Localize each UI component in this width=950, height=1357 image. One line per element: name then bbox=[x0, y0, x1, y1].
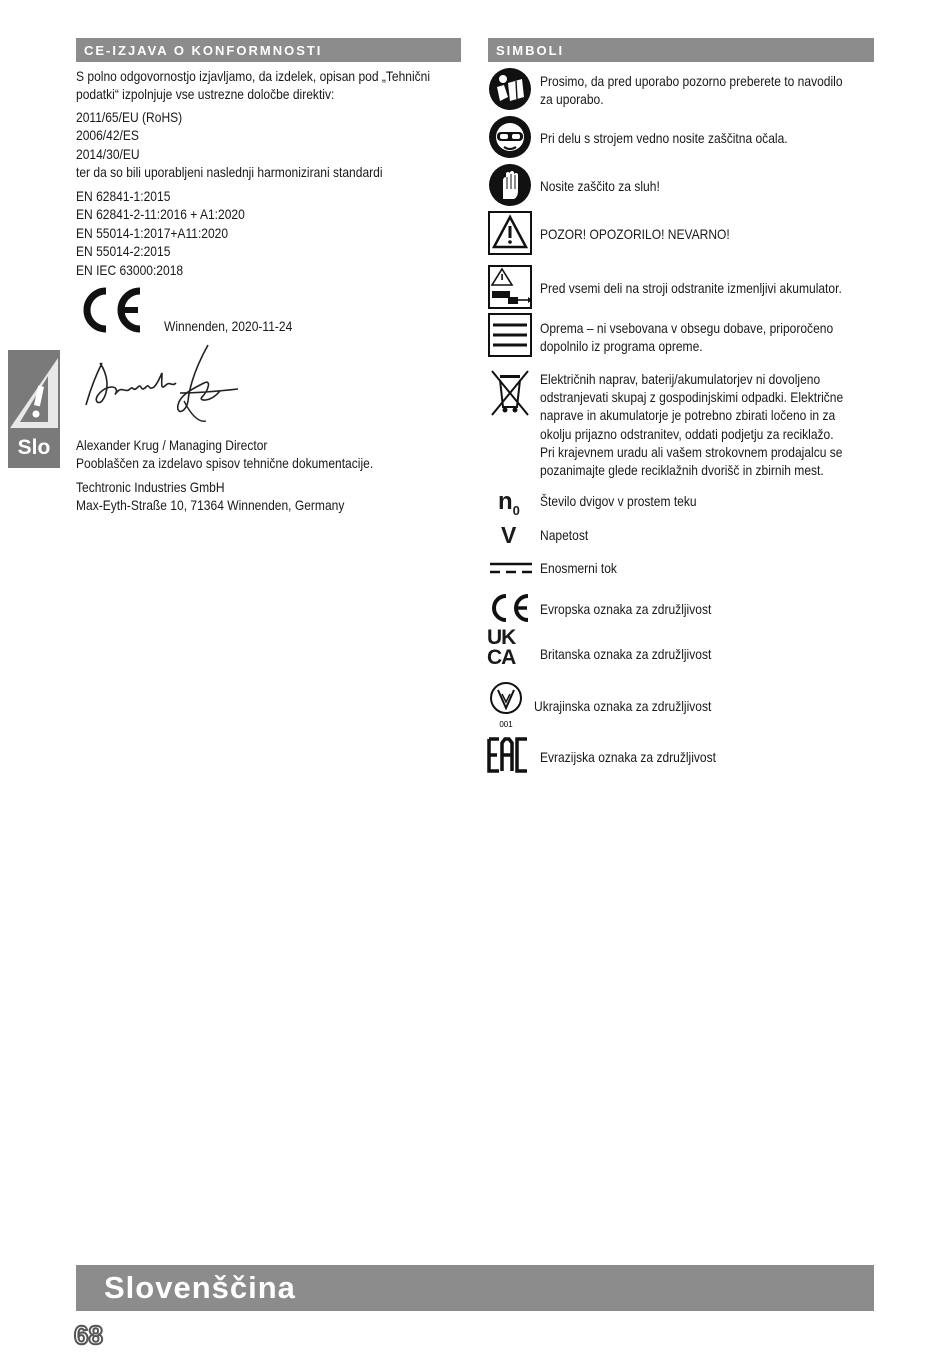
signature-image bbox=[80, 343, 240, 428]
standard-line: EN 55014-1:2017+A11:2020 bbox=[76, 225, 229, 241]
symbol-text: Napetost bbox=[540, 527, 589, 543]
warning-icon bbox=[8, 354, 60, 432]
standard-line: EN 62841-2-11:2016 + A1:2020 bbox=[76, 206, 245, 222]
company-line: Techtronic Industries GmbH bbox=[76, 479, 225, 495]
directive-line: ter da so bili uporabljeni naslednji harmonizirani standardi bbox=[76, 164, 383, 180]
symbol-text: za uporabo. bbox=[540, 91, 604, 107]
ukraine-mark-icon bbox=[488, 680, 526, 730]
signatory-line: Alexander Krug / Managing Director bbox=[76, 437, 268, 453]
direct-current-icon bbox=[490, 560, 532, 576]
symbol-text: odstranjevati skupaj z gospodinjskimi odpadki. Električne bbox=[540, 389, 844, 405]
standard-line: EN 55014-2:2015 bbox=[76, 243, 171, 259]
symbol-text: Britanska oznaka za združljivost bbox=[540, 646, 712, 662]
symbol-text: naprave in akumulatorje je potrebno zbirati ločeno in za bbox=[540, 407, 836, 423]
symbol-text: dopolnilo iz programa opreme. bbox=[540, 338, 703, 354]
intro-line: S polno odgovornostjo izjavljamo, da izdelek, opisan pod „Tehnični bbox=[76, 68, 431, 84]
symbol-text: Enosmerni tok bbox=[540, 560, 617, 576]
symbol-text: okolju prijazno odstranitev, oddati podjetju za reciklažo. bbox=[540, 426, 834, 442]
symbol-text: Pred vsemi deli na stroji odstranite izmenljivi akumulator. bbox=[540, 280, 842, 296]
symbol-text: Evropska oznaka za združljivost bbox=[540, 601, 712, 617]
standard-line: EN 62841-1:2015 bbox=[76, 188, 171, 204]
read-manual-icon bbox=[488, 67, 532, 111]
symbol-text: Pri delu s strojem vedno nosite zaščitna očala. bbox=[540, 130, 788, 146]
symbol-text: pozanimajte glede reciklažnih dvorišč in zbirnih mest. bbox=[540, 462, 824, 478]
symbol-text: Število dvigov v prostem teku bbox=[540, 493, 697, 509]
language-code: Slo bbox=[17, 436, 51, 459]
signatory-line: Pooblaščen za izdelavo spisov tehnične dokumentacije. bbox=[76, 455, 374, 471]
section-header-symbols: SIMBOLI bbox=[488, 38, 874, 62]
weee-bin-icon bbox=[488, 369, 532, 419]
warning-triangle-icon bbox=[488, 211, 532, 255]
symbol-text: Pri krajevnem uradu ali vašem strokovnem prodajalcu se bbox=[540, 444, 843, 460]
safety-goggles-icon bbox=[488, 115, 532, 159]
language-side-tab bbox=[8, 350, 60, 468]
n0-icon: $n_0$ bbox=[498, 488, 520, 518]
section-header-declaration: CE-IZJAVA O KONFORMNOSTI bbox=[76, 38, 461, 62]
ce-mark-icon bbox=[488, 592, 532, 624]
directive-line: 2011/65/EU (RoHS) bbox=[76, 109, 183, 125]
accessory-icon bbox=[488, 313, 532, 357]
volt-icon: V bbox=[501, 522, 517, 548]
intro-line: podatki“ izpolnjuje vse ustrezne določbe direktiv: bbox=[76, 86, 335, 102]
symbol-text: Evrazijska oznaka za združljivost bbox=[540, 749, 716, 765]
hearing-protection-icon bbox=[488, 163, 532, 207]
symbol-text: POZOR! OPOZORILO! NEVARNO! bbox=[540, 226, 730, 242]
symbol-text: Ukrajinska oznaka za združljivost bbox=[534, 698, 712, 714]
directive-line: 2014/30/EU bbox=[76, 146, 140, 162]
symbol-text: Nosite zaščito za sluh! bbox=[540, 178, 660, 194]
ce-mark-icon bbox=[78, 285, 148, 335]
ukca-mark-icon: UK CA bbox=[487, 626, 516, 669]
eac-mark-icon bbox=[487, 737, 531, 773]
svg-text:001: 001 bbox=[499, 720, 513, 729]
company-line: Max-Eyth-Straße 10, 71364 Winnenden, Germany bbox=[76, 497, 345, 513]
directive-line: 2006/42/ES bbox=[76, 127, 139, 143]
remove-battery-icon bbox=[488, 265, 532, 309]
footer-language-title: Slovenščina bbox=[104, 1270, 296, 1305]
page-number: 68 bbox=[74, 1320, 103, 1350]
place-date: Winnenden, 2020-11-24 bbox=[164, 318, 293, 334]
symbol-text: Električnih naprav, baterij/akumulatorjev ni dovoljeno bbox=[540, 371, 821, 387]
symbol-text: Prosimo, da pred uporabo pozorno preberete to navodilo bbox=[540, 73, 843, 89]
symbol-text: Oprema – ni vsebovana v obsegu dobave, priporočeno bbox=[540, 320, 834, 336]
standard-line: EN IEC 63000:2018 bbox=[76, 262, 184, 278]
